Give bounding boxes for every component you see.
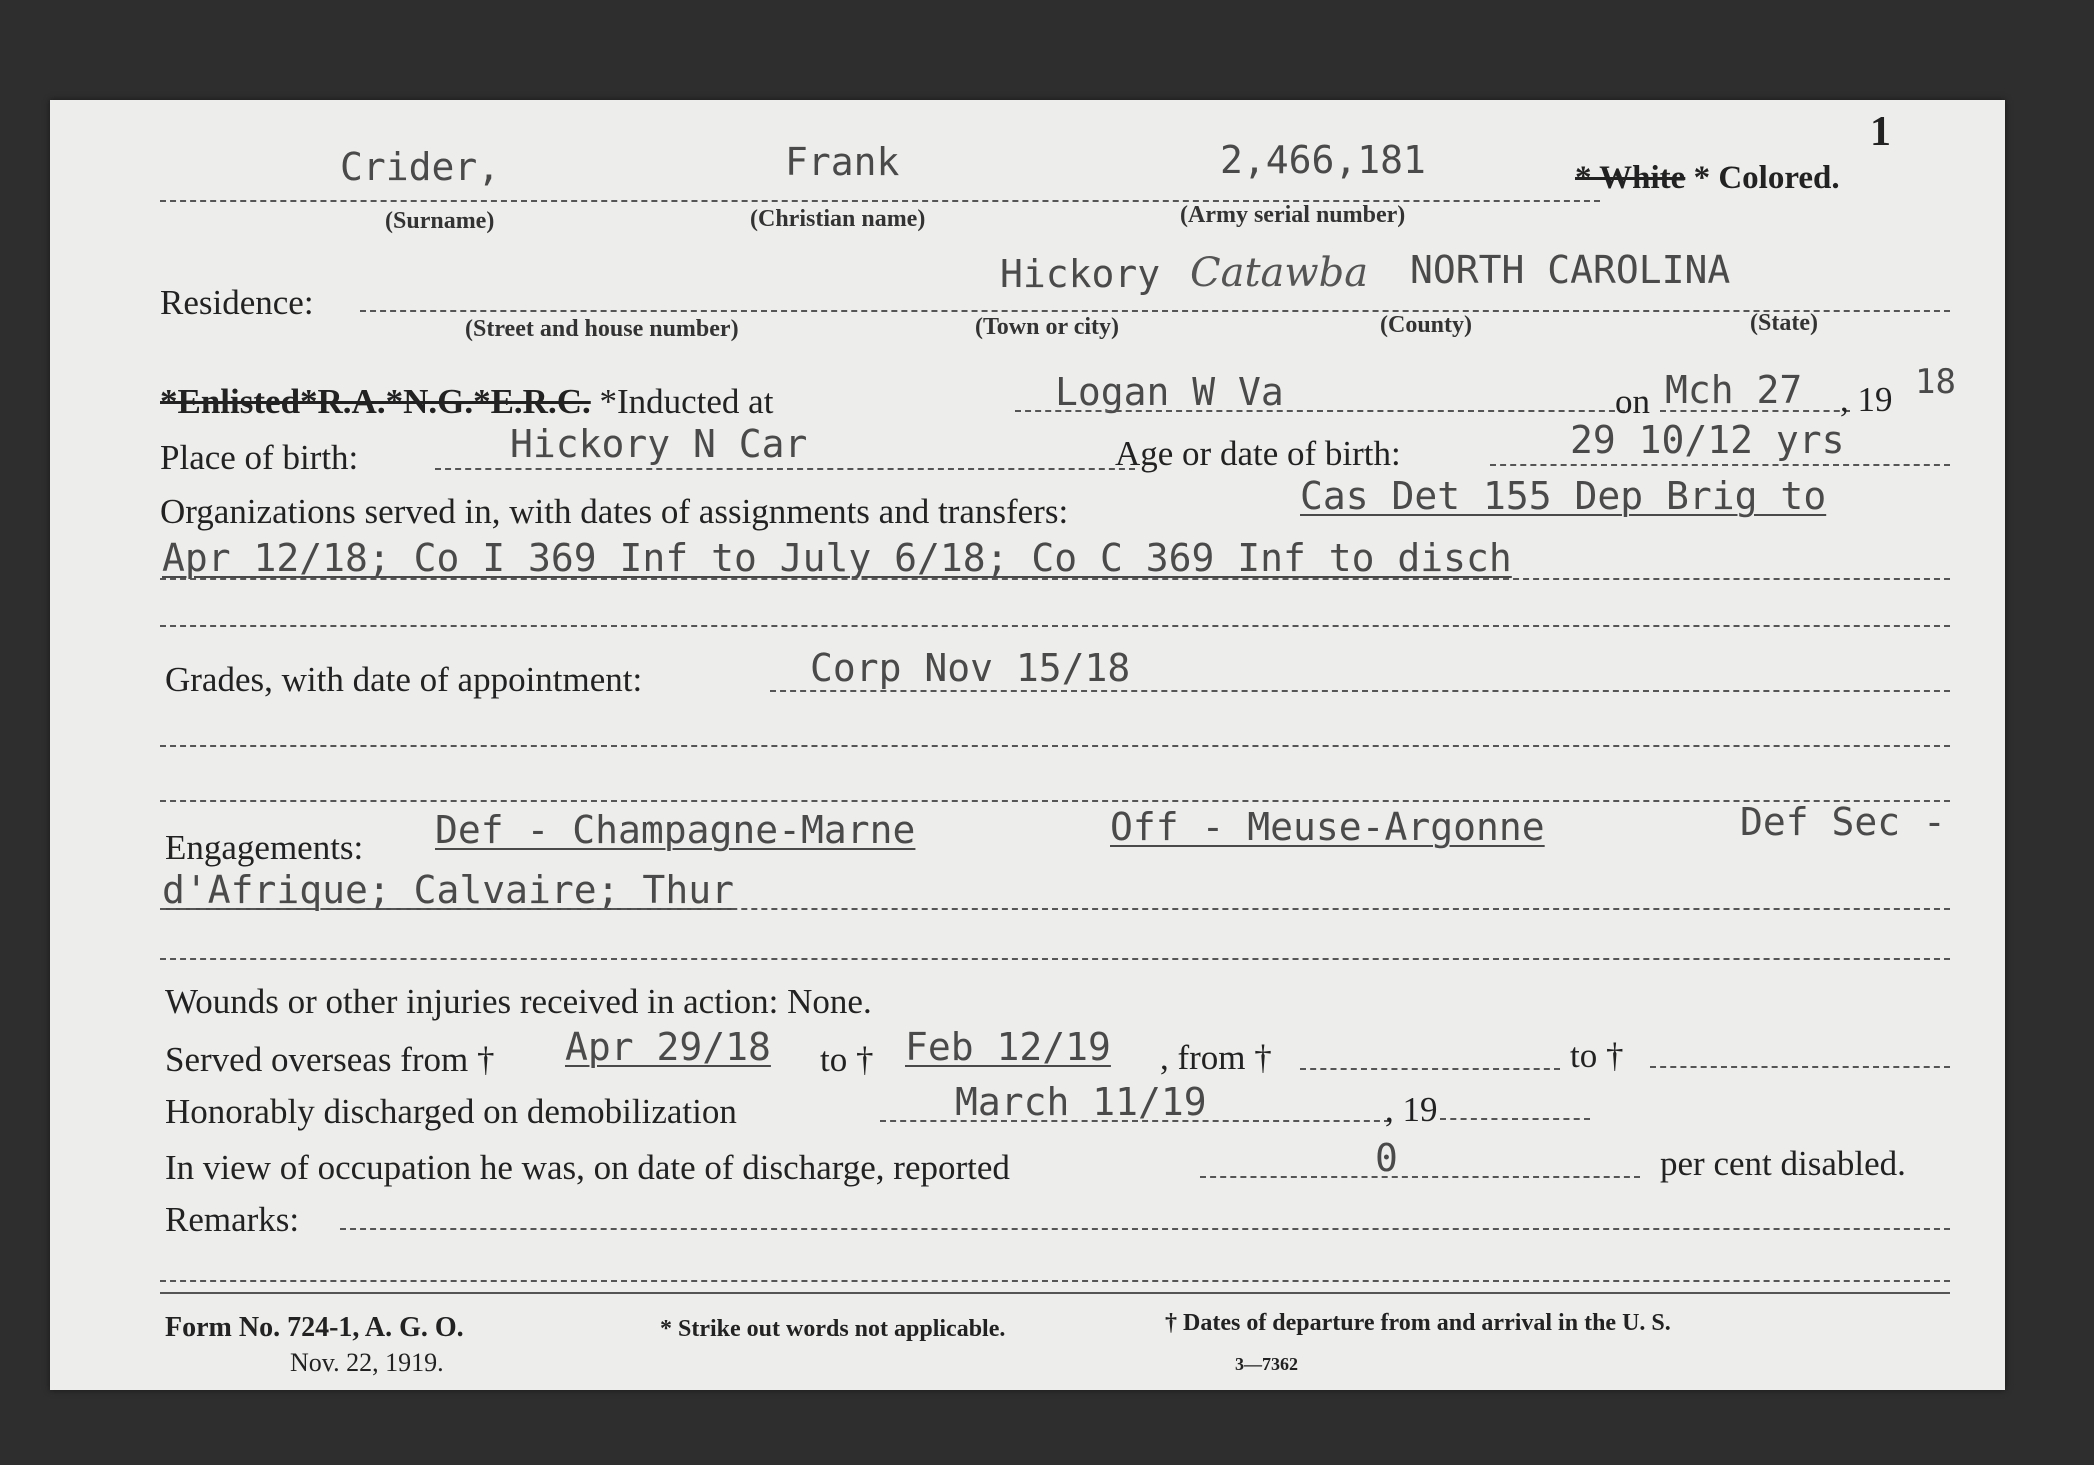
remarks-line2 xyxy=(160,1280,1950,1282)
residence-town: Hickory xyxy=(1000,252,1161,296)
remarks-line1 xyxy=(340,1228,1950,1230)
discharge-year-line xyxy=(1440,1118,1590,1120)
card-number: 1 xyxy=(1870,109,1891,155)
grades-line1 xyxy=(770,690,1950,692)
form-date: Nov. 22, 1919. xyxy=(290,1348,444,1377)
overseas-to-value: Feb 12/19 xyxy=(905,1025,1111,1069)
overseas-to-label: to † xyxy=(820,1040,874,1079)
age-value: 29 10/12 yrs xyxy=(1570,418,1845,462)
engagements-line2: d'Afrique; Calvaire; Thur xyxy=(162,868,734,912)
footnote-dates: † Dates of departure from and arrival in the U. S. xyxy=(1165,1310,1671,1336)
christian-name-caption: (Christian name) xyxy=(750,206,926,232)
on-label: on xyxy=(1615,382,1650,421)
inducted-date-value: Mch 27 xyxy=(1665,368,1803,412)
footnote-strike-out: * Strike out words not applicable. xyxy=(660,1316,1006,1342)
overseas-label: Served overseas from † xyxy=(165,1040,495,1079)
year-suffix: 18 xyxy=(1915,362,1956,402)
organizations-line3 xyxy=(160,625,1950,627)
age-line xyxy=(1490,464,1950,466)
year-prefix: , 19 xyxy=(1840,380,1893,419)
disabled-line xyxy=(1200,1176,1640,1178)
engagements-label: Engagements: xyxy=(165,828,364,867)
discharged-label: Honorably discharged on demobilization xyxy=(165,1092,737,1131)
county-caption: (County) xyxy=(1380,312,1473,338)
organizations-line2-rule xyxy=(160,578,1950,580)
birth-place-line xyxy=(435,468,1135,470)
grades-label: Grades, with date of appointment: xyxy=(165,660,643,699)
organizations-line1: Cas Det 155 Dep Brig to xyxy=(1300,474,1827,518)
residence-label: Residence: xyxy=(160,283,314,322)
overseas-from-value: Apr 29/18 xyxy=(565,1025,771,1069)
serial-caption: (Army serial number) xyxy=(1180,202,1406,228)
wounds-value: None. xyxy=(787,982,872,1021)
engagements-line2-rule xyxy=(160,908,1950,910)
residence-county: Catawba xyxy=(1190,250,1369,296)
state-caption: (State) xyxy=(1750,310,1818,336)
surname-value: Crider, xyxy=(340,145,501,189)
form-number: Form No. 724-1, A. G. O. xyxy=(165,1312,464,1343)
disabled-value: 0 xyxy=(1375,1136,1398,1180)
discharge-date-line xyxy=(880,1120,1390,1122)
enlisted-label xyxy=(160,382,773,422)
grades-line3 xyxy=(160,800,1950,802)
inducted-at-value: Logan W Va xyxy=(1055,370,1284,414)
organizations-line2: Apr 12/18; Co I 369 Inf to July 6/18; Co C 369 Inf to disch xyxy=(162,536,1512,580)
disabled-suffix: per cent disabled. xyxy=(1660,1144,1906,1183)
christian-name-value: Frank xyxy=(785,140,900,184)
race-label xyxy=(1575,160,1840,197)
discharge-date-value: March 11/19 xyxy=(955,1080,1207,1124)
overseas-from-label-2: , from † xyxy=(1160,1038,1272,1077)
print-code: 3—7362 xyxy=(1235,1354,1298,1374)
engagement-1: Def - Champagne-Marne xyxy=(435,808,916,852)
grades-value: Corp Nov 15/18 xyxy=(810,646,1131,690)
race-white: * White xyxy=(1575,160,1686,196)
town-caption: (Town or city) xyxy=(975,314,1119,340)
engagement-2: Off - Meuse-Argonne xyxy=(1110,805,1545,849)
organizations-label: Organizations served in, with dates of assignments and transfers: xyxy=(160,492,1069,531)
age-label: Age or date of birth: xyxy=(1115,434,1401,473)
wounds-row xyxy=(165,982,872,1022)
engagements-line3 xyxy=(160,958,1950,960)
wounds-label: Wounds or other injuries received in action: xyxy=(165,982,779,1021)
residence-state: NORTH CAROLINA xyxy=(1410,248,1731,292)
inducted-label: *Inducted at xyxy=(599,382,774,421)
draft-record-card xyxy=(50,100,2005,1390)
birth-place-value: Hickory N Car xyxy=(510,422,808,466)
grades-line2 xyxy=(160,745,1950,747)
street-caption: (Street and house number) xyxy=(465,316,739,342)
overseas-to-line-2 xyxy=(1650,1066,1950,1068)
remarks-bottom-rule xyxy=(160,1292,1950,1294)
race-colored: * Colored. xyxy=(1693,160,1840,196)
residence-line xyxy=(360,310,1950,312)
engagement-3: Def Sec - xyxy=(1740,800,1946,844)
serial-number-value: 2,466,181 xyxy=(1220,138,1426,182)
occupation-label: In view of occupation he was, on date of discharge, reported xyxy=(165,1148,1010,1187)
surname-caption: (Surname) xyxy=(385,208,495,234)
enlisted-options: *Enlisted*R.A.*N.G.*E.R.C. xyxy=(160,382,591,421)
overseas-to-label-2: to † xyxy=(1570,1036,1624,1075)
inducted-at-line xyxy=(1015,410,1625,412)
overseas-from-line-2 xyxy=(1300,1068,1560,1070)
birth-place-label: Place of birth: xyxy=(160,438,359,477)
discharge-year-label: , 19 xyxy=(1385,1090,1438,1129)
inducted-date-line xyxy=(1660,410,1850,412)
remarks-label: Remarks: xyxy=(165,1200,300,1239)
